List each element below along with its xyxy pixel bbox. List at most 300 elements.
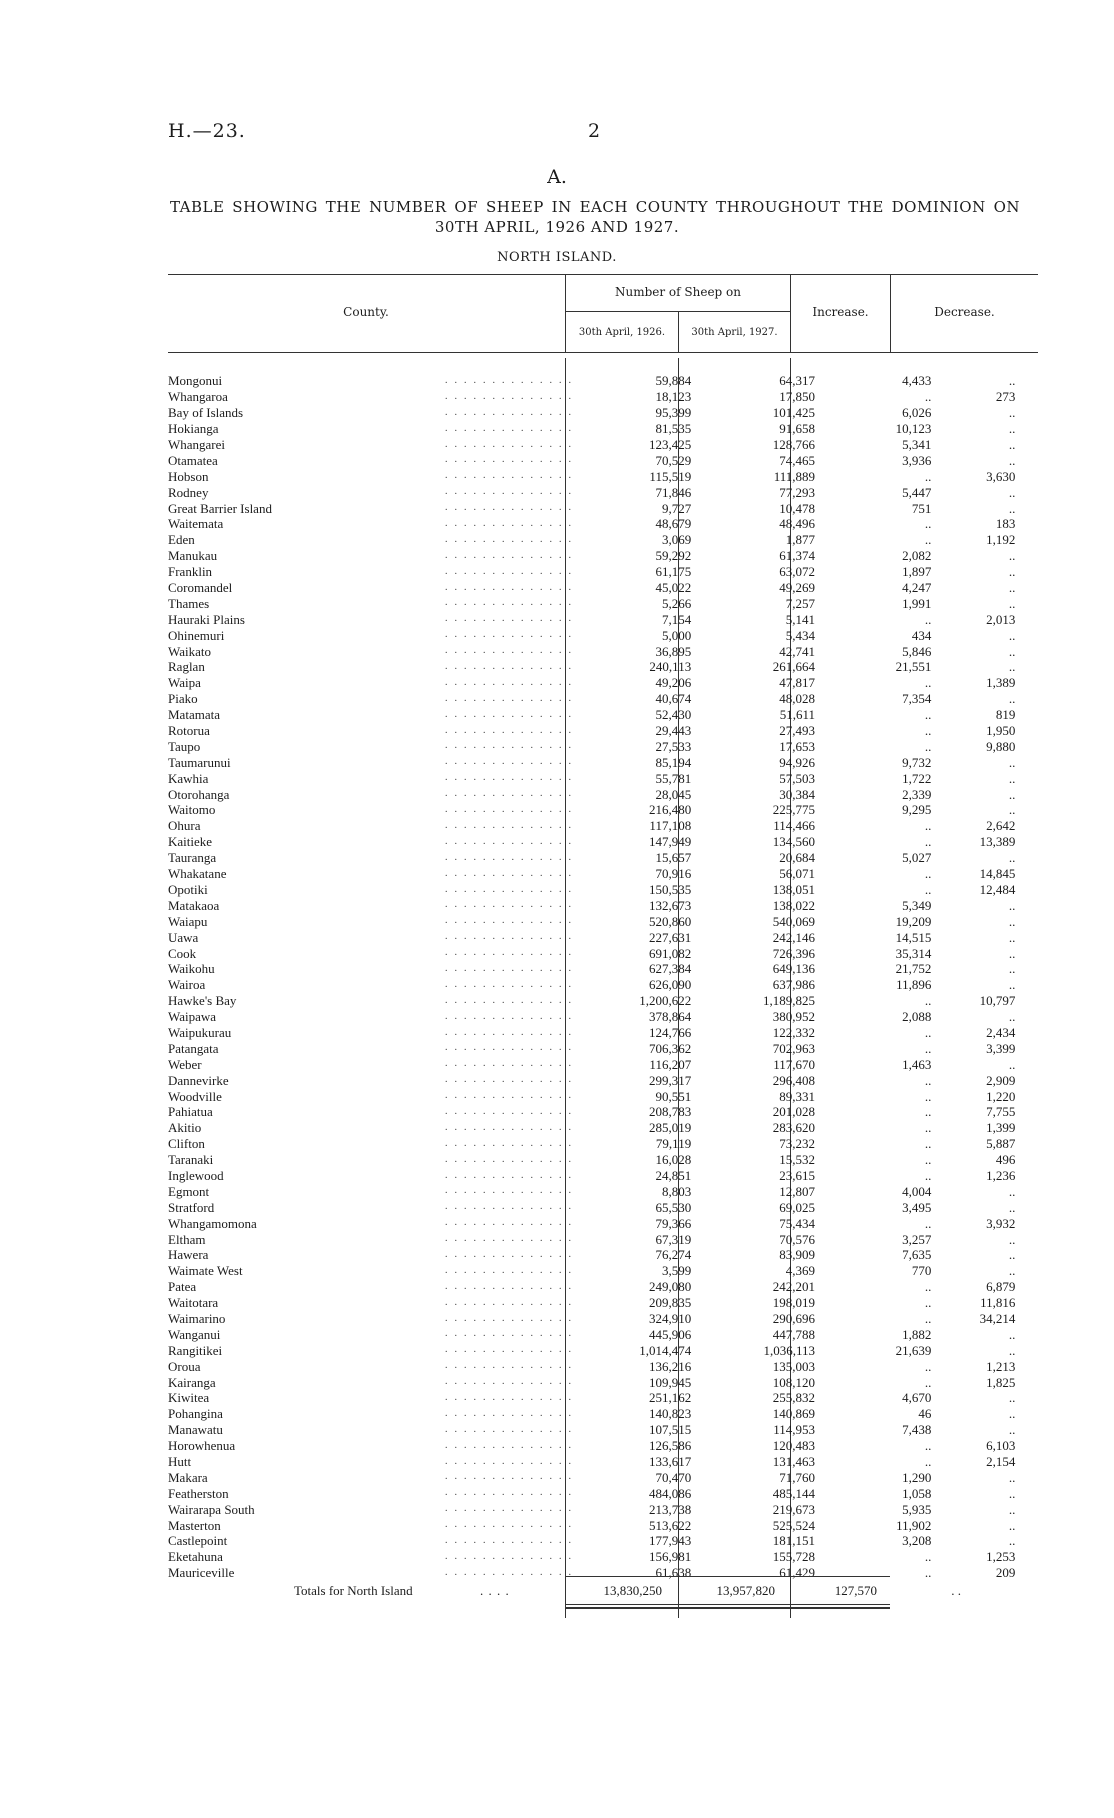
county-name-cell: . . . . . . . . . . . . . . Waimate West xyxy=(168,1263,574,1279)
decrease-cell: 496 xyxy=(995,1152,1016,1168)
county-name-cell: . . . . . . . . . . . . . . Bay of Islands xyxy=(168,405,574,421)
sheep-1927-cell: 12,807 xyxy=(779,1183,815,1199)
sheep-1926-cell: 124,766 xyxy=(648,1024,692,1040)
increase-cell: 19,209 xyxy=(895,913,932,929)
increase-cell: 1,722 xyxy=(902,770,932,786)
table-row xyxy=(168,437,1038,453)
increase-cell: .. xyxy=(924,723,932,739)
county-name-cell: . . . . . . . . . . . . . . Whakatane xyxy=(168,866,574,882)
sheep-1927-cell: 61,429 xyxy=(779,1565,815,1581)
sheep-1927-cell: 83,909 xyxy=(779,1247,815,1263)
table-row xyxy=(168,1549,1038,1565)
sheep-1926-cell: 126,586 xyxy=(648,1438,692,1454)
sheep-1926-cell: 70,470 xyxy=(655,1469,692,1485)
table-row xyxy=(168,580,1038,596)
decrease-cell: .. xyxy=(1008,659,1016,675)
table-row xyxy=(168,707,1038,723)
increase-cell: 1,991 xyxy=(902,595,932,611)
increase-cell: 21,639 xyxy=(895,1342,932,1358)
totals-1927: 13,957,820 xyxy=(716,1583,775,1598)
sheep-1927-cell: 23,615 xyxy=(779,1167,815,1183)
county-name-cell: . . . . . . . . . . . . . . Woodville xyxy=(168,1088,574,1104)
table-row xyxy=(168,723,1038,739)
sheep-1927-cell: 69,025 xyxy=(779,1199,815,1215)
sheep-1927-cell: 114,466 xyxy=(773,818,815,834)
sheep-1927-cell: 135,003 xyxy=(772,1358,815,1374)
table-row xyxy=(168,1469,1038,1485)
sheep-1926-cell: 240,113 xyxy=(649,659,692,675)
sheep-1927-cell: 10,478 xyxy=(779,500,815,516)
sheep-1926-cell: 109,945 xyxy=(648,1374,692,1390)
table-row xyxy=(168,389,1038,405)
sheep-1926-cell: 28,045 xyxy=(655,786,692,802)
decrease-cell: .. xyxy=(1008,691,1016,707)
county-name-cell: . . . . . . . . . . . . . . Waikato xyxy=(168,643,574,659)
table-row xyxy=(168,754,1038,770)
decrease-cell: .. xyxy=(1008,627,1016,643)
decrease-cell: 9,880 xyxy=(986,738,1016,754)
sheep-1927-cell: 702,963 xyxy=(772,1040,815,1056)
sheep-1927-cell: 255,832 xyxy=(772,1390,815,1406)
county-name-cell: . . . . . . . . . . . . . . Rotorua xyxy=(168,723,574,739)
county-name-cell: . . . . . . . . . . . . . . Waipukurau xyxy=(168,1024,574,1040)
decrease-cell: .. xyxy=(1008,945,1016,961)
table-row xyxy=(168,1565,1038,1581)
sheep-1927-cell: 131,463 xyxy=(772,1454,815,1469)
county-name-cell: . . . . . . . . . . . . . . Matamata xyxy=(168,707,574,723)
county-name-cell: . . . . . . . . . . . . . . Weber xyxy=(168,1056,574,1072)
table-row xyxy=(168,977,1038,993)
totals-label: Totals for North Island xyxy=(294,1583,413,1598)
county-name-cell: . . . . . . . . . . . . . . Manawatu xyxy=(168,1422,574,1438)
county-name-cell: . . . . . . . . . . . . . . Raglan xyxy=(168,659,574,675)
increase-cell: 11,896 xyxy=(896,977,932,993)
decrease-cell: 12,484 xyxy=(979,881,1016,897)
increase-cell: .. xyxy=(924,1120,932,1136)
decrease-cell: 1,192 xyxy=(986,532,1016,548)
decrease-cell: .. xyxy=(1008,564,1016,580)
sheep-1927-cell: 726,396 xyxy=(772,945,815,961)
sheep-1927-cell: 380,952 xyxy=(772,1009,815,1025)
decrease-cell: .. xyxy=(1008,1326,1016,1342)
county-name-cell: . . . . . . . . . . . . . . Taumarunui xyxy=(168,754,574,770)
table-row xyxy=(168,866,1038,882)
increase-cell: 1,058 xyxy=(902,1485,932,1501)
county-name-cell: . . . . . . . . . . . . . . Rangitikei xyxy=(168,1342,574,1358)
table-row xyxy=(168,1152,1038,1168)
increase-cell: 3,257 xyxy=(902,1231,932,1247)
sheep-1926-cell: 147,949 xyxy=(648,834,692,850)
sheep-1927-cell: 1,189,825 xyxy=(762,993,815,1009)
county-name-cell: . . . . . . . . . . . . . . Kawhia xyxy=(168,770,574,786)
increase-cell: .. xyxy=(924,707,932,723)
county-name-cell: . . . . . . . . . . . . . . Makara xyxy=(168,1469,574,1485)
decrease-cell: 6,103 xyxy=(986,1438,1016,1454)
county-name-cell: . . . . . . . . . . . . . . Eltham xyxy=(168,1231,574,1247)
sheep-1926-cell: 5,000 xyxy=(661,627,692,643)
decrease-cell: 2,909 xyxy=(986,1072,1016,1088)
increase-cell: 7,438 xyxy=(902,1422,932,1438)
sheep-1927-cell: 198,019 xyxy=(772,1295,815,1311)
year-1927-column-header: 30th April, 1927. xyxy=(691,327,778,338)
sheep-1926-cell: 484,086 xyxy=(648,1485,692,1501)
sheep-1927-cell: 225,775 xyxy=(772,802,815,818)
decrease-cell: .. xyxy=(1008,373,1016,389)
table-row xyxy=(168,564,1038,580)
table-row xyxy=(168,1326,1038,1342)
decrease-cell: .. xyxy=(1008,1009,1016,1025)
sheep-1927-cell: 71,760 xyxy=(779,1469,815,1485)
sheep-1927-cell: 57,503 xyxy=(779,770,815,786)
increase-cell: .. xyxy=(924,675,932,691)
table-row xyxy=(168,1183,1038,1199)
decrease-cell: .. xyxy=(1008,1056,1016,1072)
table-row xyxy=(168,961,1038,977)
sheep-1926-cell: 3,599 xyxy=(661,1263,692,1279)
sheep-1926-cell: 90,551 xyxy=(655,1088,692,1104)
sheep-count-group-header: Number of Sheep on xyxy=(614,285,742,299)
decrease-cell: .. xyxy=(1008,1485,1016,1501)
sheep-1927-cell: 242,146 xyxy=(772,929,815,945)
sheep-1926-cell: 116,207 xyxy=(649,1056,692,1072)
header-top-rule xyxy=(168,274,1038,275)
increase-cell: 14,515 xyxy=(895,929,932,945)
sheep-1926-cell: 249,080 xyxy=(648,1279,692,1295)
county-name-cell: . . . . . . . . . . . . . . Otamatea xyxy=(168,452,574,468)
sheep-1927-cell: 219,673 xyxy=(772,1501,815,1517)
table-row xyxy=(168,1199,1038,1215)
table-row xyxy=(168,802,1038,818)
decrease-cell: .. xyxy=(1008,500,1016,516)
table-row xyxy=(168,1406,1038,1422)
sheep-1927-cell: 138,022 xyxy=(772,897,815,913)
increase-cell: 7,635 xyxy=(902,1247,932,1263)
sheep-1926-cell: 45,022 xyxy=(655,580,692,596)
sheep-1927-cell: 91,658 xyxy=(779,421,815,437)
increase-cell: 4,004 xyxy=(902,1183,932,1199)
table-title-dates: 30TH APRIL, 1926 AND 1927. xyxy=(434,218,680,236)
increase-cell: 2,088 xyxy=(902,1009,932,1025)
table-row xyxy=(168,1342,1038,1358)
sheep-1926-cell: 59,884 xyxy=(655,373,692,389)
sheep-1927-cell: 74,465 xyxy=(779,452,815,468)
county-name-cell: . . . . . . . . . . . . . . Thames xyxy=(168,595,574,611)
decrease-cell: .. xyxy=(1008,770,1016,786)
sheep-1927-cell: 242,201 xyxy=(772,1279,815,1295)
county-name-cell: . . . . . . . . . . . . . . Whangarei xyxy=(168,437,574,452)
header-bottom-rule xyxy=(168,352,1038,353)
increase-cell: .. xyxy=(924,389,932,405)
sheep-1926-cell: 117,108 xyxy=(649,818,692,834)
increase-cell: 1,290 xyxy=(902,1469,932,1485)
table-row xyxy=(168,595,1038,611)
table-row xyxy=(168,1485,1038,1501)
county-name-cell: . . . . . . . . . . . . . . Eketahuna xyxy=(168,1549,574,1565)
sheep-1926-cell: 1,014,474 xyxy=(639,1342,692,1358)
county-name-cell: . . . . . . . . . . . . . . Patangata xyxy=(168,1040,574,1056)
decrease-cell: 1,236 xyxy=(986,1167,1016,1183)
sheep-1926-cell: 76,274 xyxy=(655,1247,692,1263)
sheep-1926-cell: 3,069 xyxy=(661,532,692,548)
decrease-cell: 273 xyxy=(995,389,1016,405)
increase-cell: 3,208 xyxy=(902,1533,932,1549)
table-row xyxy=(168,691,1038,707)
county-name-cell: . . . . . . . . . . . . . . Matakaoa xyxy=(168,897,574,913)
table-row xyxy=(168,1025,1038,1041)
table-row xyxy=(168,738,1038,754)
decrease-cell: 11,816 xyxy=(980,1295,1016,1311)
table-row xyxy=(168,1390,1038,1406)
increase-cell: 5,349 xyxy=(902,897,932,913)
table-row xyxy=(168,1533,1038,1549)
table-row xyxy=(168,468,1038,484)
table-row xyxy=(168,1454,1038,1470)
sheep-1926-cell: 79,366 xyxy=(655,1215,692,1231)
county-name-cell: . . . . . . . . . . . . . . Inglewood xyxy=(168,1167,574,1183)
sheep-1926-cell: 18,123 xyxy=(655,389,692,405)
increase-cell: 6,026 xyxy=(902,405,932,421)
table-row xyxy=(168,913,1038,929)
increase-cell: 3,495 xyxy=(902,1199,932,1215)
increase-cell: 4,670 xyxy=(902,1390,932,1406)
table-row xyxy=(168,945,1038,961)
county-name-cell: . . . . . . . . . . . . . . Hawera xyxy=(168,1247,574,1263)
sheep-1926-cell: 70,529 xyxy=(655,452,692,468)
increase-cell: 5,846 xyxy=(902,643,932,659)
table-row xyxy=(168,643,1038,659)
increase-cell: 751 xyxy=(911,500,932,516)
county-name-cell: . . . . . . . . . . . . . . Dannevirke xyxy=(168,1072,574,1088)
sheep-1926-cell: 299,317 xyxy=(648,1072,692,1088)
county-name-cell: . . . . . . . . . . . . . . Hokianga xyxy=(168,421,574,437)
county-name-cell: . . . . . . . . . . . . . . Opotiki xyxy=(168,881,574,897)
decrease-cell: .. xyxy=(1008,1247,1016,1263)
decrease-column-header: Decrease. xyxy=(934,305,995,319)
sheep-1926-cell: 7,154 xyxy=(661,611,692,627)
decrease-cell: .. xyxy=(1008,437,1016,452)
sheep-1926-cell: 52,430 xyxy=(655,707,692,723)
sheep-1927-cell: 94,926 xyxy=(779,754,815,770)
table-row xyxy=(168,405,1038,421)
sheep-by-county-table xyxy=(168,373,1038,1581)
sheep-1927-cell: 15,532 xyxy=(779,1152,815,1168)
increase-cell: 3,936 xyxy=(902,452,932,468)
sheep-1926-cell: 36,895 xyxy=(655,643,692,659)
county-name-cell: . . . . . . . . . . . . . . Oroua xyxy=(168,1358,574,1374)
increase-cell: .. xyxy=(924,532,932,548)
sheep-1926-cell: 55,781 xyxy=(655,770,692,786)
totals-increase: 127,570 xyxy=(834,1583,877,1598)
sheep-1926-cell: 520,860 xyxy=(648,913,692,929)
sheep-1927-cell: 101,425 xyxy=(772,405,815,421)
sheep-1926-cell: 85,194 xyxy=(655,754,692,770)
decrease-cell: .. xyxy=(1008,421,1016,437)
increase-cell: .. xyxy=(924,516,932,532)
increase-column-header: Increase. xyxy=(812,305,869,319)
table-row xyxy=(168,1501,1038,1517)
table-row xyxy=(168,1422,1038,1438)
decrease-cell: 7,755 xyxy=(986,1104,1016,1120)
county-name-cell: . . . . . . . . . . . . . . Whangamomona xyxy=(168,1215,574,1231)
sheep-1926-cell: 177,943 xyxy=(648,1533,692,1549)
county-name-cell: . . . . . . . . . . . . . . Pahiatua xyxy=(168,1104,574,1120)
decrease-cell: .. xyxy=(1008,1231,1016,1247)
increase-cell: 9,295 xyxy=(902,802,932,818)
decrease-cell: 14,845 xyxy=(979,866,1016,882)
increase-cell: 1,882 xyxy=(902,1326,932,1342)
sheep-1927-cell: 64,317 xyxy=(779,373,815,389)
decrease-cell: .. xyxy=(1008,548,1016,564)
county-name-cell: . . . . . . . . . . . . . . Eden xyxy=(168,532,574,548)
sheep-1927-cell: 290,696 xyxy=(772,1310,815,1326)
decrease-cell: 6,879 xyxy=(986,1279,1016,1295)
totals-label-leaders: . . . . xyxy=(480,1583,510,1598)
sheep-1927-cell: 1,036,113 xyxy=(763,1342,815,1358)
decrease-cell: .. xyxy=(1008,1533,1016,1549)
table-row xyxy=(168,1040,1038,1056)
sheep-1927-cell: 48,028 xyxy=(779,691,815,707)
sheep-1927-cell: 649,136 xyxy=(772,961,815,977)
table-row xyxy=(168,1295,1038,1311)
sheep-1926-cell: 133,617 xyxy=(648,1454,692,1469)
table-row xyxy=(168,1279,1038,1295)
increase-cell: 21,752 xyxy=(895,961,932,977)
table-row xyxy=(168,929,1038,945)
increase-cell: .. xyxy=(924,1358,932,1374)
increase-cell: 35,314 xyxy=(895,945,932,961)
increase-cell: 5,935 xyxy=(902,1501,932,1517)
sheep-1926-cell: 70,916 xyxy=(655,866,692,882)
sheep-1927-cell: 140,869 xyxy=(772,1406,815,1422)
sheep-1926-cell: 216,480 xyxy=(648,802,692,818)
county-name-cell: . . . . . . . . . . . . . . Cook xyxy=(168,945,574,961)
decrease-cell: .. xyxy=(1008,484,1016,500)
sheep-1927-cell: 5,141 xyxy=(785,611,815,627)
table-row xyxy=(168,1311,1038,1327)
increase-cell: 2,339 xyxy=(902,786,932,802)
sheep-1927-cell: 51,611 xyxy=(779,707,815,723)
county-name-cell: . . . . . . . . . . . . . . Castlepoint xyxy=(168,1533,574,1549)
decrease-cell: 3,932 xyxy=(986,1215,1016,1231)
sheep-1927-cell: 5,434 xyxy=(785,627,815,643)
sheep-1927-cell: 1,877 xyxy=(785,532,815,548)
decrease-cell: 1,253 xyxy=(986,1549,1016,1565)
table-row xyxy=(168,1120,1038,1136)
increase-cell: 1,463 xyxy=(902,1056,932,1072)
county-name-cell: . . . . . . . . . . . . . . Franklin xyxy=(168,564,574,580)
sheep-1926-cell: 123,425 xyxy=(648,437,692,452)
decrease-cell: .. xyxy=(1008,961,1016,977)
decrease-cell: 2,013 xyxy=(986,611,1016,627)
table-row xyxy=(168,1136,1038,1152)
county-name-cell: . . . . . . . . . . . . . . Tauranga xyxy=(168,850,574,866)
page-number: 2 xyxy=(588,120,601,142)
increase-cell: 1,897 xyxy=(902,564,932,580)
increase-cell: 434 xyxy=(911,627,932,643)
table-row xyxy=(168,770,1038,786)
table-row xyxy=(168,611,1038,627)
sheep-1926-cell: 29,443 xyxy=(655,723,692,739)
increase-cell: 2,082 xyxy=(902,548,932,564)
sheep-1927-cell: 42,741 xyxy=(779,643,815,659)
sheep-1926-cell: 208,783 xyxy=(648,1104,692,1120)
increase-cell: .. xyxy=(924,1310,932,1326)
sheep-1927-cell: 128,766 xyxy=(772,437,815,452)
sheep-1927-cell: 447,788 xyxy=(772,1326,815,1342)
increase-cell: .. xyxy=(924,1167,932,1183)
sheep-1926-cell: 107,515 xyxy=(648,1422,692,1438)
increase-cell: .. xyxy=(924,1136,932,1152)
county-name-cell: . . . . . . . . . . . . . . Wanganui xyxy=(168,1326,574,1342)
table-row xyxy=(168,1072,1038,1088)
decrease-cell: 1,220 xyxy=(986,1088,1016,1104)
table-row xyxy=(168,786,1038,802)
table-row xyxy=(168,1056,1038,1072)
county-name-cell: . . . . . . . . . . . . . . Hobson xyxy=(168,468,574,484)
decrease-cell: 209 xyxy=(995,1565,1016,1581)
sheep-1926-cell: 626,090 xyxy=(648,977,692,993)
table-row xyxy=(168,659,1038,675)
increase-cell: .. xyxy=(924,1454,932,1469)
decrease-cell: 2,154 xyxy=(986,1454,1016,1469)
decrease-cell: 1,825 xyxy=(986,1374,1016,1390)
sheep-1926-cell: 67,319 xyxy=(655,1231,692,1247)
increase-cell: .. xyxy=(924,611,932,627)
table-row xyxy=(168,373,1038,389)
county-name-cell: . . . . . . . . . . . . . . Kaitieke xyxy=(168,834,574,850)
table-row xyxy=(168,1168,1038,1184)
sheep-1927-cell: 155,728 xyxy=(772,1549,815,1565)
sheep-1926-cell: 1,200,622 xyxy=(639,993,692,1009)
table-row xyxy=(168,1104,1038,1120)
increase-cell: .. xyxy=(924,1295,932,1311)
county-name-cell: . . . . . . . . . . . . . . Taupo xyxy=(168,738,574,754)
county-name-cell: . . . . . . . . . . . . . . Piako xyxy=(168,691,574,707)
sheep-1926-cell: 59,292 xyxy=(655,548,692,564)
sheep-1927-cell: 540,069 xyxy=(772,913,815,929)
sheep-1926-cell: 81,535 xyxy=(655,421,692,437)
table-row xyxy=(168,1517,1038,1533)
table-row xyxy=(168,421,1038,437)
sheep-1927-cell: 485,144 xyxy=(772,1485,815,1501)
sheep-1927-cell: 61,374 xyxy=(779,548,815,564)
decrease-cell: .. xyxy=(1008,1342,1016,1358)
increase-cell: .. xyxy=(924,1040,932,1056)
increase-cell: .. xyxy=(924,1104,932,1120)
increase-cell: 5,447 xyxy=(902,484,932,500)
sheep-1927-cell: 111,889 xyxy=(773,468,815,484)
decrease-cell: .. xyxy=(1008,1517,1016,1533)
sheep-1926-cell: 227,631 xyxy=(648,929,692,945)
sheep-1926-cell: 61,638 xyxy=(655,1565,692,1581)
sheep-1927-cell: 17,850 xyxy=(779,389,815,405)
sheep-1926-cell: 48,679 xyxy=(655,516,692,532)
county-column-header: County. xyxy=(343,305,389,319)
totals-decrease: . . xyxy=(951,1583,961,1598)
county-name-cell: . . . . . . . . . . . . . . Mongonui xyxy=(168,373,574,389)
sheep-1927-cell: 77,293 xyxy=(779,484,815,500)
table-row xyxy=(168,452,1038,468)
table-row xyxy=(168,516,1038,532)
totals-top-rule xyxy=(566,1576,890,1577)
sheep-1926-cell: 706,362 xyxy=(648,1040,692,1056)
table-row xyxy=(168,1009,1038,1025)
county-name-cell: . . . . . . . . . . . . . . Featherston xyxy=(168,1485,574,1501)
county-name-cell: . . . . . . . . . . . . . . Uawa xyxy=(168,929,574,945)
sheep-1926-cell: 691,082 xyxy=(648,945,692,961)
sheep-1926-cell: 24,851 xyxy=(655,1167,692,1183)
county-name-cell: . . . . . . . . . . . . . . Waimarino xyxy=(168,1310,574,1326)
